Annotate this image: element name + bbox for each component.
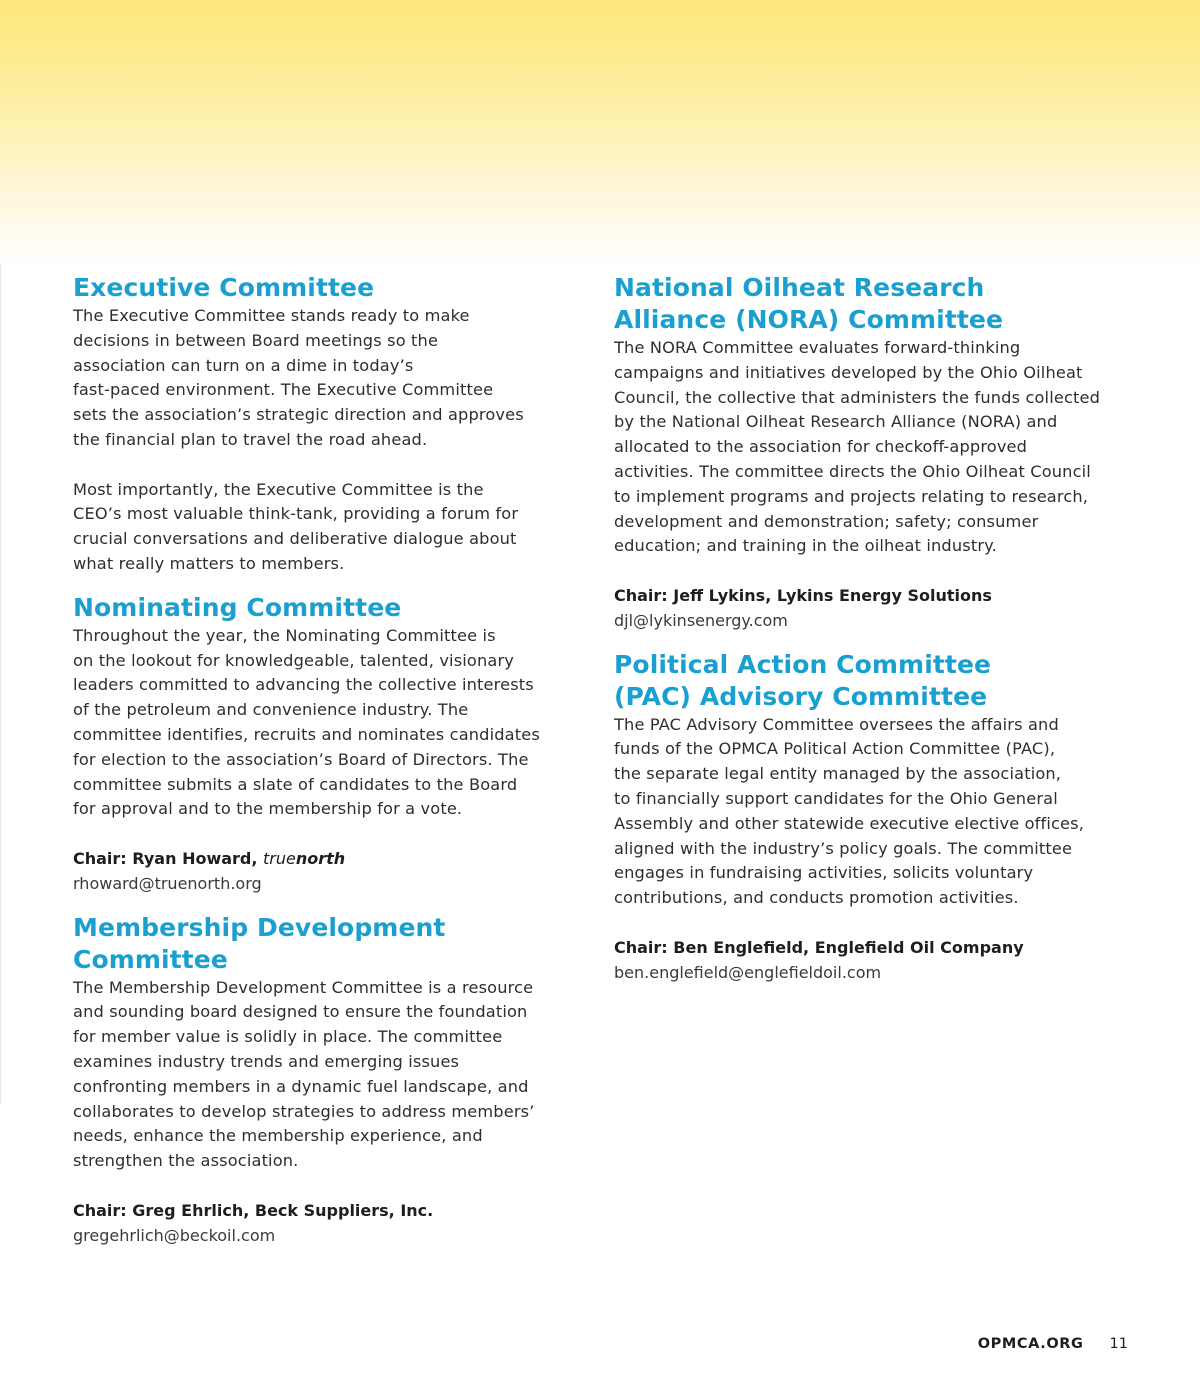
nominating-committee-section [73, 592, 593, 897]
page-footer [978, 1336, 1128, 1352]
pac-committee-email[interactable]: ben.englefield@englefieldoil.com [614, 962, 882, 982]
executive-committee-para-1: The Executive Committee stands ready to make decisions in between Board meetings so the association can turn on a dime in today’s fast-paced environment. The Executive Committee sets the association’s strategic direction and approves the financial plan to travel the road ahead. [73, 306, 524, 449]
pac-committee-heading-line-1: Political Action Committee [614, 649, 992, 679]
executive-committee-section [73, 272, 593, 577]
pac-committee-section [614, 649, 1134, 986]
right-column [614, 272, 1134, 985]
chair-org-logo-north: north [295, 848, 346, 868]
nora-committee-body: The NORA Committee evaluates forward-thinking campaigns and initiatives developed by the Ohio Oilheat Council, the collective that administers the funds collected by the National Oilheat Research Alliance (NORA) and allocated to the association for checkoff-approved activities. The committee directs the Ohio Oilheat Council to implement programs and projects relating to research, development and demonstration; safety; consumer education; and training in the oilheat industry. [614, 338, 1101, 556]
left-edge-rule [0, 264, 1, 1104]
membership-committee-heading-line-1: Membership Development [73, 912, 446, 942]
chair-org-logo-true: true [263, 848, 296, 868]
page-number: 11 [1109, 1336, 1128, 1352]
nominating-committee-chair [73, 847, 593, 872]
membership-committee-email[interactable]: gregehrlich@beckoil.com [73, 1225, 276, 1245]
pac-committee-body: The PAC Advisory Committee oversees the affairs and funds of the OPMCA Political Action Committee (PAC), the separate legal entity managed by the association, to financially support candidates for the Ohio General Assembly and other statewide executive elective offices, aligned with the industry’s policy goals. The committee engages in fundraising activities, solicits voluntary contributions, and conducts promotion activities. [614, 714, 1085, 908]
membership-committee-chair: Chair: Greg Ehrlich, Beck Suppliers, Inc. [73, 1200, 434, 1220]
nora-committee-heading-line-2: Alliance (NORA) Committee [614, 305, 1004, 334]
nora-committee-section [614, 272, 1134, 634]
pac-committee-chair: Chair: Ben Englefield, Englefield Oil Company [614, 937, 1024, 957]
nora-committee-email[interactable]: djl@lykinsenergy.com [614, 610, 788, 630]
left-column [73, 272, 593, 1248]
pac-committee-heading-line-2: (PAC) Advisory Committee [614, 681, 988, 711]
footer-site-link[interactable]: OPMCA.ORG [977, 1336, 1084, 1352]
nominating-committee-heading: Nominating Committee [73, 592, 402, 622]
nora-committee-chair: Chair: Jeff Lykins, Lykins Energy Solutions [614, 585, 992, 605]
executive-committee-para-2: Most importantly, the Executive Committee is the CEO’s most valuable think-tank, providing a forum for crucial conversations and deliberative dialogue about what really matters to members. [73, 479, 519, 573]
nominating-committee-email[interactable]: rhoward@truenorth.org [73, 873, 262, 893]
nominating-committee-body: Throughout the year, the Nominating Committee is on the lookout for knowledgeable, talented, visionary leaders committed to advancing the collective interests of the petroleum and convenience industry. The committee identifies, recruits and nominates candidates for election to the association’s Board of Directors. The committee submits a slate of candidates to the Board for approval and to the membership for a vote. [73, 625, 540, 819]
membership-committee-section [73, 912, 593, 1249]
nora-committee-heading-line-1: National Oilheat Research [614, 273, 985, 302]
membership-committee-body: The Membership Development Committee is a resource and sounding board designed to ensure the foundation for member value is solidly in place. The committee examines industry trends and emerging issues confronting members in a dynamic fuel landscape, and collaborates to develop strategies to address members’ needs, enhance the membership experience, and strengthen the association. [73, 977, 535, 1171]
executive-committee-heading: Executive Committee [73, 273, 375, 302]
chair-label: Chair: Ryan Howard, [73, 848, 264, 868]
membership-committee-heading-line-2: Committee [73, 944, 228, 974]
